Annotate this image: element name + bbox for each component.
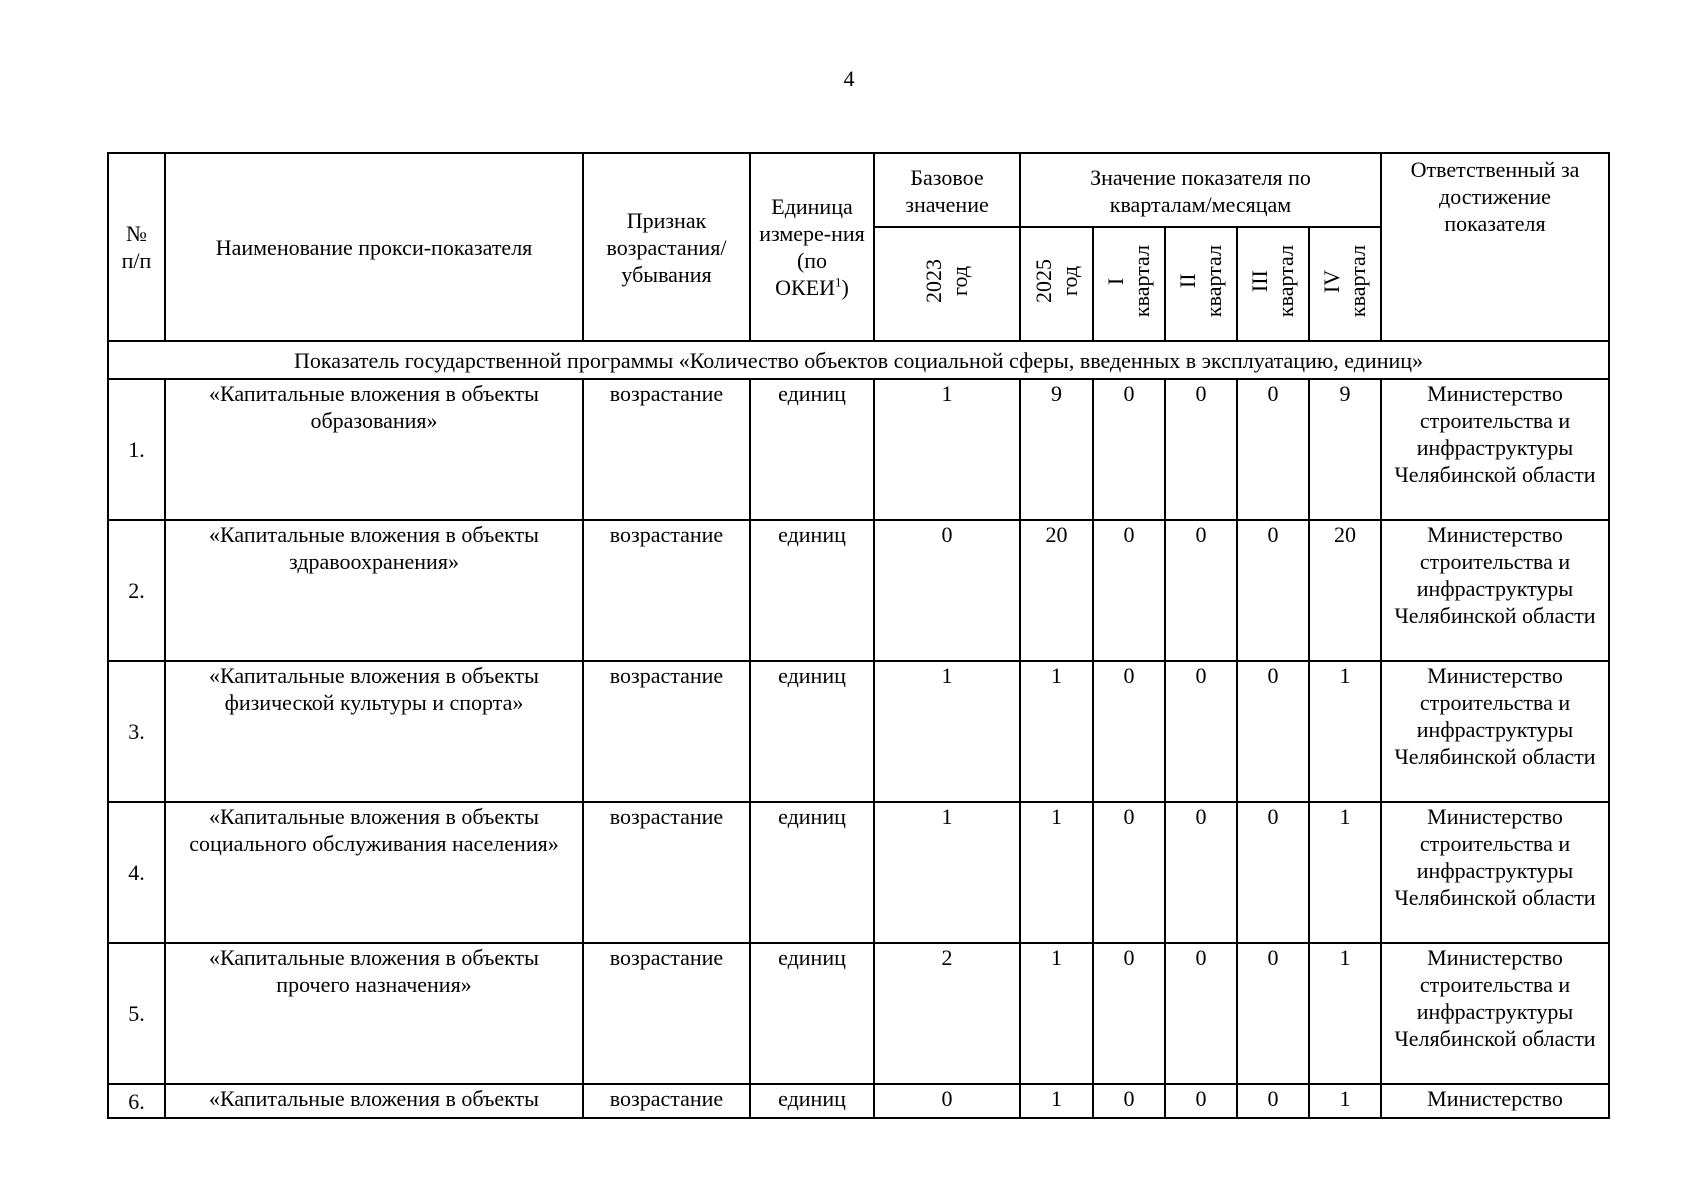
unit-cell: единиц: [750, 802, 874, 943]
indicator-name: «Капитальные вложения в объекты: [165, 1084, 583, 1118]
base-value: 1: [874, 379, 1020, 520]
value-q4: 1: [1309, 1084, 1381, 1118]
base-value: 0: [874, 1084, 1020, 1118]
unit-cell: единиц: [750, 943, 874, 1084]
col-unit-header: Единица измере-ния (по ОКЕИ$^1$): [750, 153, 874, 341]
value-q4: 1: [1309, 661, 1381, 802]
value-q4: 1: [1309, 802, 1381, 943]
value-2025: 1: [1020, 661, 1093, 802]
value-q2: 0: [1165, 661, 1237, 802]
col-values-header: Значение показателя по кварталам/месяцам: [1020, 153, 1381, 227]
responsible-cell: Министерство строительства и инфраструктуры Челябинской области: [1381, 520, 1609, 661]
col-2025-header: 2025 год: [1020, 227, 1093, 341]
col-trend-header: Признак возрастания/ убывания: [583, 153, 750, 341]
value-q2: 0: [1165, 379, 1237, 520]
trend-cell: возрастание: [583, 943, 750, 1084]
unit-cell: единиц: [750, 1084, 874, 1118]
unit-cell: единиц: [750, 520, 874, 661]
unit-cell: единиц: [750, 379, 874, 520]
value-q2: 0: [1165, 520, 1237, 661]
row-number: 5.: [108, 943, 165, 1084]
table-row: [108, 943, 1609, 1084]
table-row: [108, 661, 1609, 802]
col-base-year-header: 2023 год: [874, 227, 1020, 341]
indicator-name: «Капитальные вложения в объекты социального обслуживания населения»: [165, 802, 583, 943]
value-q3: 0: [1237, 1084, 1309, 1118]
value-q3: 0: [1237, 943, 1309, 1084]
value-q4: 9: [1309, 379, 1381, 520]
indicator-name: «Капитальные вложения в объекты образования»: [165, 379, 583, 520]
trend-cell: возрастание: [583, 520, 750, 661]
row-number: 2.: [108, 520, 165, 661]
value-q3: 0: [1237, 520, 1309, 661]
value-2025: 1: [1020, 943, 1093, 1084]
unit-cell: единиц: [750, 661, 874, 802]
value-q3: 0: [1237, 379, 1309, 520]
value-2025: 1: [1020, 1084, 1093, 1118]
value-q1: 0: [1093, 520, 1165, 661]
value-q1: 0: [1093, 1084, 1165, 1118]
value-q2: 0: [1165, 1084, 1237, 1118]
trend-cell: возрастание: [583, 802, 750, 943]
col-q2-header: II квартал: [1165, 227, 1237, 341]
col-num-header: № п/п: [108, 153, 165, 341]
row-number: 6.: [108, 1084, 165, 1118]
page-number: 4: [843, 66, 855, 91]
indicator-name: «Капитальные вложения в объекты здравоохранения»: [165, 520, 583, 661]
table-row: [108, 802, 1609, 943]
row-number: 4.: [108, 802, 165, 943]
value-q1: 0: [1093, 943, 1165, 1084]
value-q2: 0: [1165, 802, 1237, 943]
value-q4: 20: [1309, 520, 1381, 661]
table-row: [108, 379, 1609, 520]
section-title: Показатель государственной программы «Количество объектов социальной сферы, введенных в эксплуатацию, единиц»: [108, 341, 1609, 379]
base-value: 1: [874, 661, 1020, 802]
col-base-header: Базовое значение: [874, 153, 1020, 227]
indicators-table: [107, 152, 1610, 1119]
table-row: [108, 520, 1609, 661]
value-q3: 0: [1237, 661, 1309, 802]
responsible-cell: Министерство: [1381, 1084, 1609, 1118]
col-name-header: Наименование прокси-показателя: [165, 153, 583, 341]
responsible-cell: Министерство строительства и инфраструктуры Челябинской области: [1381, 802, 1609, 943]
base-value: 0: [874, 520, 1020, 661]
indicator-name: «Капитальные вложения в объекты физической культуры и спорта»: [165, 661, 583, 802]
responsible-cell: Министерство строительства и инфраструктуры Челябинской области: [1381, 943, 1609, 1084]
base-value: 2: [874, 943, 1020, 1084]
value-2025: 9: [1020, 379, 1093, 520]
row-number: 1.: [108, 379, 165, 520]
value-q1: 0: [1093, 661, 1165, 802]
col-q3-header: III квартал: [1237, 227, 1309, 341]
col-q1-header: I квартал: [1093, 227, 1165, 341]
indicator-name: «Капитальные вложения в объекты прочего назначения»: [165, 943, 583, 1084]
value-q1: 0: [1093, 802, 1165, 943]
value-q4: 1: [1309, 943, 1381, 1084]
responsible-cell: Министерство строительства и инфраструктуры Челябинской области: [1381, 379, 1609, 520]
responsible-cell: Министерство строительства и инфраструктуры Челябинской области: [1381, 661, 1609, 802]
trend-cell: возрастание: [583, 379, 750, 520]
value-q2: 0: [1165, 943, 1237, 1084]
col-responsible-header: Ответственный за достижение показателя: [1381, 153, 1609, 341]
table-row: [108, 1084, 1609, 1118]
value-2025: 1: [1020, 802, 1093, 943]
value-q3: 0: [1237, 802, 1309, 943]
col-q4-header: IV квартал: [1309, 227, 1381, 341]
trend-cell: возрастание: [583, 1084, 750, 1118]
value-q1: 0: [1093, 379, 1165, 520]
base-value: 1: [874, 802, 1020, 943]
row-number: 3.: [108, 661, 165, 802]
value-2025: 20: [1020, 520, 1093, 661]
trend-cell: возрастание: [583, 661, 750, 802]
